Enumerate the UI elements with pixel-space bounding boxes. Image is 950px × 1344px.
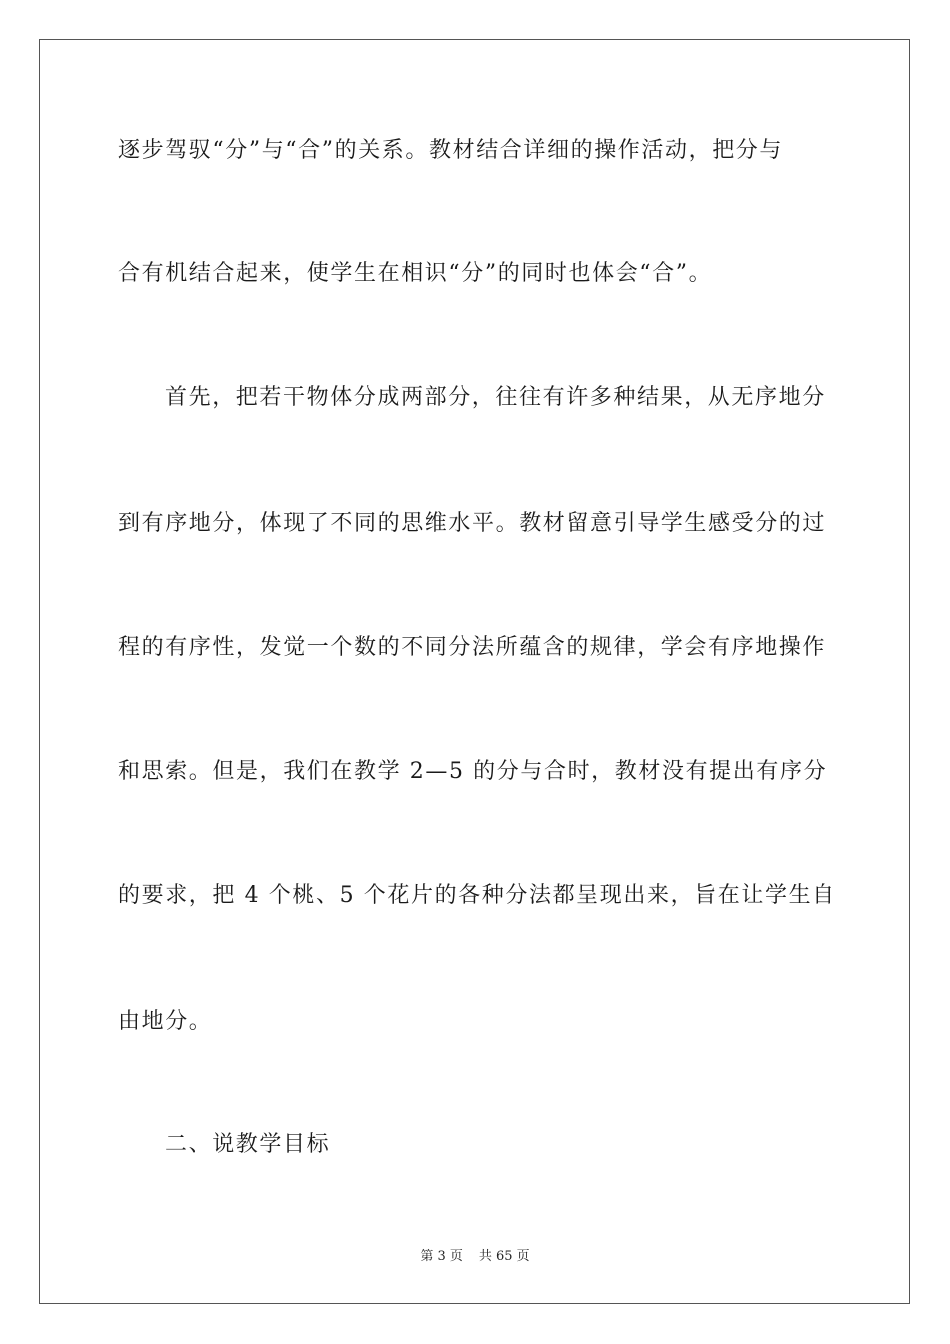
page-frame xyxy=(39,39,910,1304)
total-pages: 共 65 页 xyxy=(478,1249,530,1264)
paragraph-line: 到有序地分，体现了不同的思维水平。教材留意引导学生感受分的过 xyxy=(118,511,827,536)
paragraph-line: 由地分。 xyxy=(118,1009,213,1034)
paragraph-line: 首先，把若干物体分成两部分，往往有许多种结果，从无序地分 xyxy=(165,385,826,410)
page-number: 第 3 页 xyxy=(420,1249,463,1264)
paragraph-line: 逐步驾驭“分”与“合”的关系。教材结合详细的操作活动，把分与 xyxy=(118,138,783,163)
paragraph-line: 的要求，把 4 个桃、5 个花片的各种分法都呈现出来，旨在让学生自 xyxy=(118,883,836,908)
paragraph-line: 程的有序性，发觉一个数的不同分法所蕴含的规律，学会有序地操作 xyxy=(118,635,827,660)
paragraph-line: 合有机结合起来，使学生在相识“分”的同时也体会“合”。 xyxy=(118,261,713,286)
paragraph-line: 和思索。但是，我们在教学 2—5 的分与合时，教材没有提出有序分 xyxy=(118,759,828,784)
section-heading: 二、说教学目标 xyxy=(165,1132,331,1157)
page-footer xyxy=(0,1248,950,1266)
